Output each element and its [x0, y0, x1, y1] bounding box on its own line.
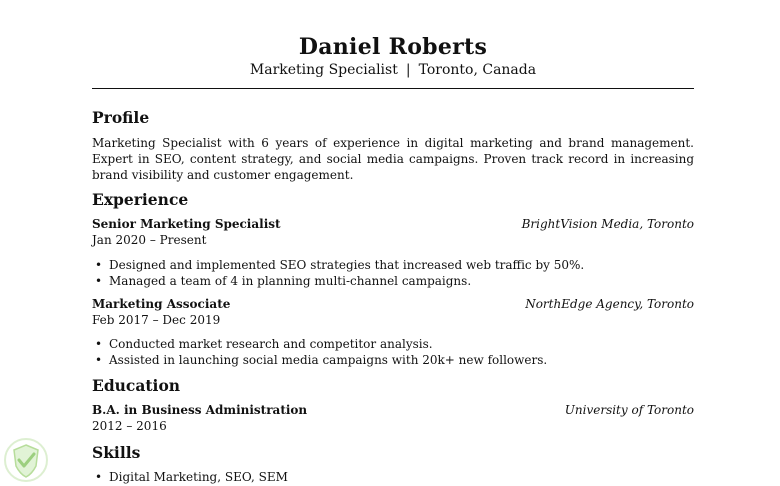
job-bullet-list	[92, 336, 547, 368]
header-divider	[92, 88, 694, 89]
profile-text: Marketing Specialist with 6 years of experience in digital marketing and brand management. Expert in SEO, content strategy, and social media campaigns. Proven track record in increasing brand visibility and customer engagement.	[92, 136, 694, 182]
degree: B.A. in Business Administration	[92, 403, 308, 417]
skills-list	[92, 469, 288, 485]
education-heading: Education	[92, 376, 181, 395]
job-company: NorthEdge Agency, Toronto	[525, 297, 694, 311]
profile-heading: Profile	[92, 108, 150, 127]
job-header	[92, 216, 694, 232]
experience-heading: Experience	[92, 190, 189, 209]
resume-name: Daniel Roberts	[298, 34, 488, 60]
subtitle-separator: |	[405, 62, 411, 78]
list-item: • Managed a team of 4 in planning multi-channel campaigns.	[92, 273, 584, 289]
job-role: Senior Marketing Specialist	[92, 217, 281, 231]
list-item: • Designed and implemented SEO strategies that increased web traffic by 50%.	[92, 257, 584, 273]
skills-heading: Skills	[92, 443, 141, 462]
job-dates: Feb 2017 – Dec 2019	[92, 313, 221, 327]
school: University of Toronto	[564, 403, 694, 417]
list-item: • Conducted market research and competitor analysis.	[92, 336, 547, 352]
job-title: Marketing Specialist	[249, 62, 398, 78]
shield-check-logo-icon	[2, 436, 50, 484]
resume-subtitle	[92, 62, 694, 78]
location: Toronto, Canada	[418, 62, 537, 78]
education-dates: 2012 – 2016	[92, 419, 167, 433]
job-company: BrightVision Media, Toronto	[521, 217, 694, 231]
job-dates: Jan 2020 – Present	[92, 233, 207, 247]
list-item: • Digital Marketing, SEO, SEM	[92, 469, 288, 485]
education-header	[92, 402, 694, 418]
job-role: Marketing Associate	[92, 297, 231, 311]
job-bullet-list	[92, 257, 584, 289]
list-item: • Assisted in launching social media campaigns with 20k+ new followers.	[92, 352, 547, 368]
job-header	[92, 296, 694, 312]
